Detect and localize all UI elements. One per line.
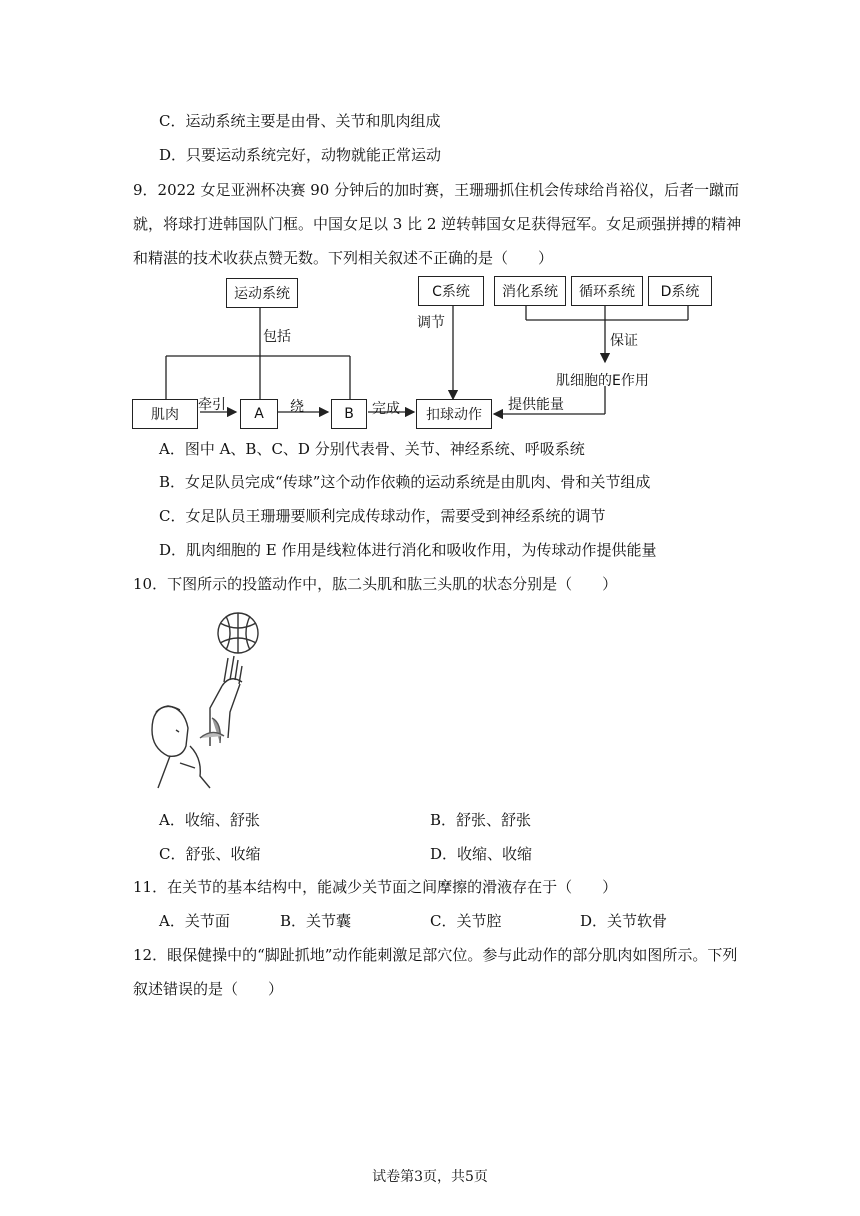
q9-text-line3: 和精湛的技术收获点赞无数。下列相关叙述不正确的是（ ） [133, 249, 554, 267]
motor-system-box: 运动系统 [226, 278, 298, 308]
q9-option-c: C．女足队员王珊珊要顺利完成传球动作，需要受到神经系统的调节 [159, 507, 606, 525]
q11-option-d: D．关节软骨 [580, 912, 668, 930]
q8-option-c: C．运动系统主要是由骨、关节和肌肉组成 [159, 112, 441, 130]
include-label: 包括 [263, 329, 291, 345]
basketball-shot-illustration [140, 608, 280, 793]
digestive-system-box: 消化系统 [494, 276, 566, 306]
q10-option-c: C．舒张、收缩 [159, 845, 261, 863]
q9-option-b: B．女足队员完成“传球”这个动作依赖的运动系统是由肌肉、骨和关节组成 [159, 473, 651, 491]
q12-text-line2: 叙述错误的是（ ） [133, 980, 284, 998]
motion-system-diagram [130, 274, 730, 434]
q12-text-line1: 12．眼保健操中的“脚趾抓地”动作能刺激足部穴位。参与此动作的部分肌肉如图所示。下列 [133, 946, 738, 964]
q10-option-d: D．收缩、收缩 [430, 845, 533, 863]
d-system-box: D系统 [648, 276, 712, 306]
page-footer: 试卷第3页，共5页 [372, 1169, 488, 1185]
muscle-box: 肌肉 [132, 399, 198, 429]
complete-label: 完成 [372, 401, 400, 417]
q9-option-d: D．肌肉细胞的 E 作用是线粒体进行消化和吸收作用，为传球动作提供能量 [159, 541, 657, 559]
q10-option-a: A．收缩、舒张 [159, 811, 260, 829]
q8-option-d: D．只要运动系统完好，动物就能正常运动 [159, 146, 442, 164]
a-box: A [240, 399, 278, 429]
q9-option-a: A．图中 A、B、C、D 分别代表骨、关节、神经系统、呼吸系统 [159, 440, 585, 458]
pull-label: 牵引 [198, 397, 226, 413]
q11-text: 11．在关节的基本结构中，能减少关节面之间摩擦的滑液存在于（ ） [133, 878, 618, 896]
circulatory-system-box: 循环系统 [571, 276, 643, 306]
c-system-box: C系统 [418, 276, 484, 306]
b-box: B [331, 399, 367, 429]
q11-option-c: C．关节腔 [430, 912, 502, 930]
ensure-label: 保证 [610, 333, 638, 349]
q11-option-b: B．关节囊 [280, 912, 352, 930]
q10-text: 10．下图所示的投篮动作中，肱二头肌和肱三头肌的状态分别是（ ） [133, 575, 618, 593]
energy-label: 提供能量 [508, 397, 564, 413]
e-action-label: 肌细胞的E作用 [556, 373, 649, 389]
q10-option-b: B．舒张、舒张 [430, 811, 532, 829]
q11-option-a: A．关节面 [159, 912, 230, 930]
q9-text-line2: 就，将球打进韩国队门框。中国女足以 3 比 2 逆转韩国女足获得冠军。女足顽强拼搏的精神 [133, 215, 742, 233]
q9-text-line1: 9．2022 女足亚洲杯决赛 90 分钟后的加时赛，王珊珊抓住机会传球给肖裕仪，后者一蹴而 [133, 181, 740, 199]
regulate-label: 调节 [417, 315, 445, 331]
action-box: 扣球动作 [416, 399, 492, 429]
around-label: 绕 [290, 399, 304, 415]
